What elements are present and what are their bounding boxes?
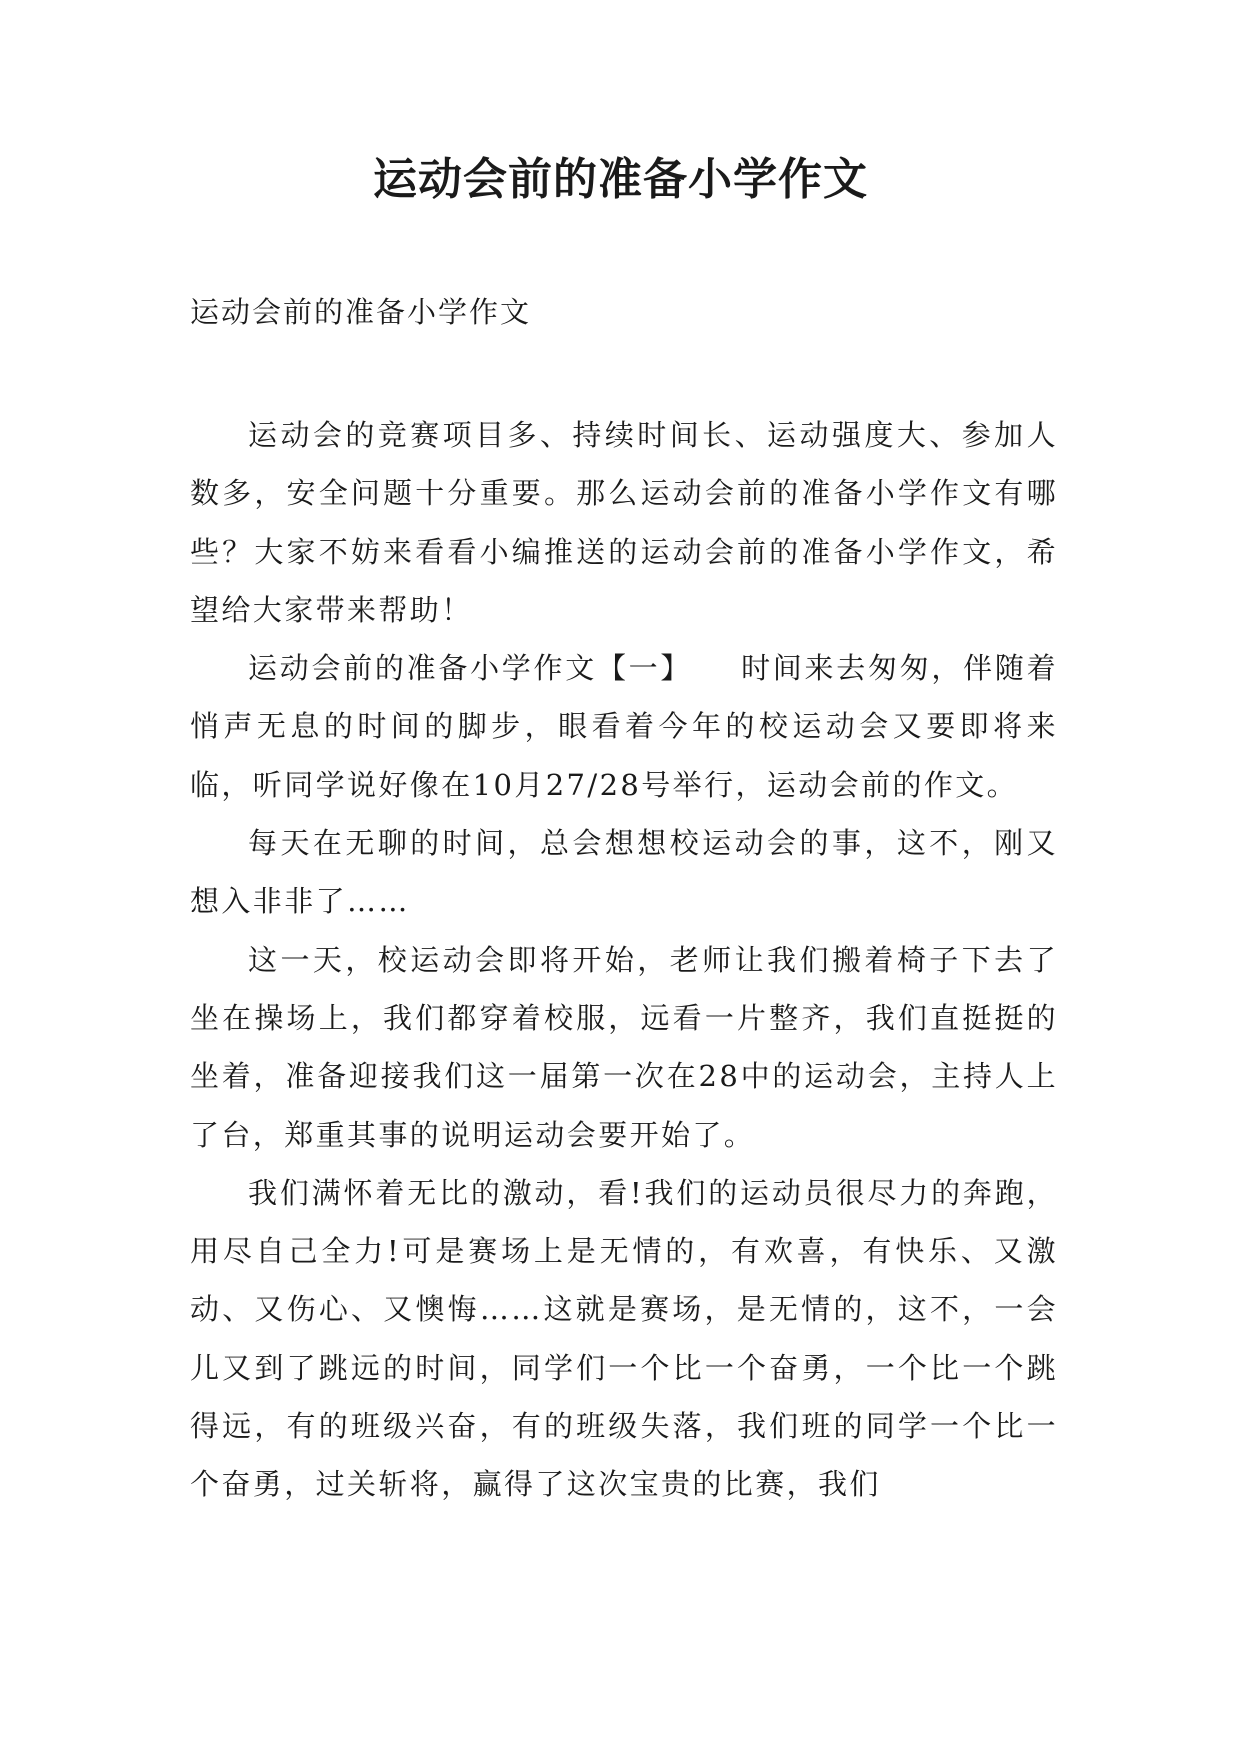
- document-body: [190, 406, 1058, 1514]
- document-title: 运动会前的准备小学作文: [373, 154, 868, 205]
- document-subtitle: 运动会前的准备小学作文: [190, 295, 532, 329]
- paragraph-intro: 运动会的竞赛项目多、持续时间长、运动强度大、参加人数多，安全问题十分重要。那么运动会前的准备小学作文有哪些？大家不妨来看看小编推送的运动会前的准备小学作文，希望给大家带来帮助！: [190, 418, 1058, 627]
- paragraph-competition: 我们满怀着无比的激动，看!我们的运动员很尽力的奔跑，用尽自己全力!可是赛场上是无情的，有欢喜，有快乐、又激动、又伤心、又懊悔……这就是赛场，是无情的，这不，一会儿又到了跳远的时间，同学们一个比一个奋勇，一个比一个跳得远，有的班级兴奋，有的班级失落，我们班的同学一个比一个奋勇，过关斩将，赢得了这次宝贵的比赛，我们: [190, 1175, 1058, 1502]
- paragraph-daydream: 每天在无聊的时间，总会想想校运动会的事，这不，刚又想入非非了……: [190, 826, 1058, 919]
- paragraph-opening-day: 这一天，校运动会即将开始，老师让我们搬着椅子下去了坐在操场上，我们都穿着校服，远看一片整齐，我们直挺挺的坐着，准备迎接我们这一届第一次在28中的运动会，主持人上了台，郑重其事的说明运动会要开始了。: [190, 942, 1058, 1152]
- paragraph-essay-one-start: 运动会前的准备小学作文【一】 时间来去匆匆，伴随着悄声无息的时间的脚步，眼看着今年的校运动会又要即将来临，听同学说好像在10月27/28号举行，运动会前的作文。: [190, 651, 1058, 802]
